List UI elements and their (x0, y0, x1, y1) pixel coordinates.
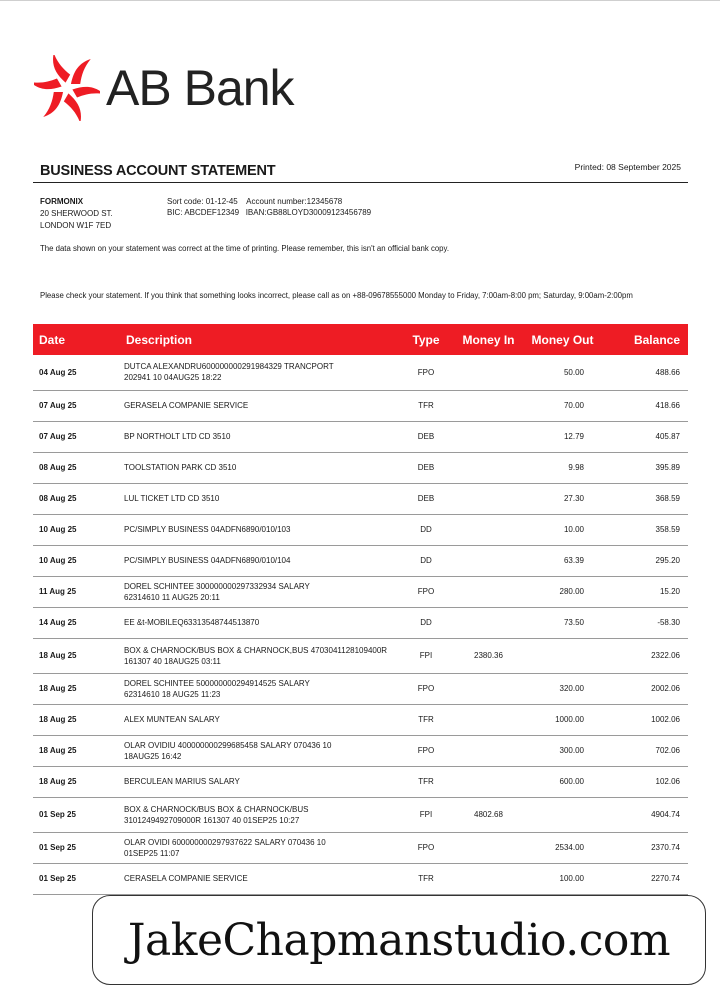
cell-money-out: 10.00 (524, 514, 601, 545)
cell-description (120, 704, 399, 735)
cell-money-in: 4802.68 (453, 797, 524, 832)
cell-balance: 102.06 (601, 766, 688, 797)
cell-money-in (453, 704, 524, 735)
cell-date: 18 Aug 25 (33, 735, 120, 766)
cell-balance: 702.06 (601, 735, 688, 766)
cell-type: FPI (399, 797, 453, 832)
description-line-1: DOREL SCHINTEE 300000000297332934 SALARY (124, 581, 310, 591)
cell-type: DEB (399, 452, 453, 483)
description-line-1: OLAR OVIDI 600000000297937622 SALARY 070436 10 (124, 837, 326, 847)
table-row (33, 576, 688, 607)
cell-date: 10 Aug 25 (33, 545, 120, 576)
cell-date: 08 Aug 25 (33, 483, 120, 514)
cell-money-out: 280.00 (524, 576, 601, 607)
printing-note: The data shown on your statement was correct at the time of printing. Please remember, this isn't an official bank copy. (40, 244, 450, 253)
table-row (33, 607, 688, 638)
description-line-1: BOX & CHARNOCK/BUS BOX & CHARNOCK,BUS 4703041128109400R (124, 645, 388, 655)
table-row (33, 673, 688, 704)
sort-code-account-number: Sort code: 01-12-45 Account number:12345678 (167, 197, 343, 206)
cell-balance: 4904.74 (601, 797, 688, 832)
cell-money-out: 73.50 (524, 607, 601, 638)
cell-type: DD (399, 545, 453, 576)
cell-money-in (453, 863, 524, 894)
cell-balance: -58.30 (601, 607, 688, 638)
description-line-1: BOX & CHARNOCK/BUS BOX & CHARNOCK/BUS (124, 804, 309, 814)
cell-balance: 2322.06 (601, 638, 688, 673)
cell-type: DD (399, 514, 453, 545)
cell-money-in (453, 832, 524, 863)
description-line-2: 161307 40 18AUG25 03:11 (124, 656, 221, 666)
cell-type: FPI (399, 638, 453, 673)
cell-date: 11 Aug 25 (33, 576, 120, 607)
cell-balance: 2002.06 (601, 673, 688, 704)
cell-date: 18 Aug 25 (33, 673, 120, 704)
cell-money-out (524, 797, 601, 832)
cell-balance: 395.89 (601, 452, 688, 483)
cell-balance: 2370.74 (601, 832, 688, 863)
description-line-1: BERCULEAN MARIUS SALARY (124, 777, 240, 786)
address-line-2: LONDON W1F 7ED (40, 221, 112, 230)
bank-logo (34, 55, 294, 121)
description-line-1: OLAR OVIDIU 400000000299685458 SALARY 070436 10 (124, 740, 332, 750)
description-line-1: LUL TICKET LTD CD 3510 (124, 494, 220, 503)
header-date: Date (33, 324, 120, 355)
description-line-2: 62314610 11 AUG25 20:11 (124, 592, 220, 602)
cell-money-in (453, 483, 524, 514)
description-line-2: 18AUG25 16:42 (124, 751, 182, 761)
cell-money-in (453, 576, 524, 607)
cell-type: DEB (399, 483, 453, 514)
cell-description (120, 421, 399, 452)
cell-description (120, 576, 399, 607)
cell-money-in (453, 673, 524, 704)
cell-date: 01 Sep 25 (33, 797, 120, 832)
header-description: Description (120, 324, 399, 355)
cell-type: TFR (399, 863, 453, 894)
header-money-in: Money In (453, 324, 524, 355)
transactions-body (33, 355, 688, 894)
cell-type: FPO (399, 355, 453, 390)
cell-description (120, 832, 399, 863)
description-line-1: CERASELA COMPANIE SERVICE (124, 874, 248, 883)
cell-date: 14 Aug 25 (33, 607, 120, 638)
transactions-table (33, 324, 688, 895)
cell-type: DD (399, 607, 453, 638)
cell-money-in (453, 545, 524, 576)
cell-type: FPO (399, 673, 453, 704)
bank-name: AB Bank (106, 60, 294, 116)
cell-description (120, 452, 399, 483)
cell-type: TFR (399, 766, 453, 797)
cell-money-in (453, 607, 524, 638)
table-row (33, 735, 688, 766)
cell-description (120, 863, 399, 894)
table-header-row (33, 324, 688, 355)
description-line-1: BP NORTHOLT LTD CD 3510 (124, 432, 231, 441)
cell-money-out: 50.00 (524, 355, 601, 390)
cell-balance: 368.59 (601, 483, 688, 514)
cell-description (120, 355, 399, 390)
cell-description (120, 390, 399, 421)
cell-type: DEB (399, 421, 453, 452)
description-line-1: GERASELA COMPANIE SERVICE (124, 401, 249, 410)
cell-date: 07 Aug 25 (33, 421, 120, 452)
table-row (33, 638, 688, 673)
table-row (33, 545, 688, 576)
cell-balance: 1002.06 (601, 704, 688, 735)
cell-date: 08 Aug 25 (33, 452, 120, 483)
cell-date: 18 Aug 25 (33, 766, 120, 797)
description-line-2: 01SEP25 11:07 (124, 848, 180, 858)
cell-money-in (453, 452, 524, 483)
cell-balance: 295.20 (601, 545, 688, 576)
pinwheel-logo-icon (34, 55, 100, 121)
cell-money-out: 27.30 (524, 483, 601, 514)
cell-money-out: 300.00 (524, 735, 601, 766)
cell-description (120, 545, 399, 576)
bic-iban: BIC: ABCDEF12349 IBAN:GB88LOYD30009123456789 (167, 208, 372, 217)
table-row (33, 863, 688, 894)
table-row (33, 483, 688, 514)
description-line-1: EE &t-MOBILEQ63313548744513870 (124, 618, 260, 627)
cell-money-in (453, 735, 524, 766)
cell-date: 18 Aug 25 (33, 704, 120, 735)
description-line-1: DOREL SCHINTEE 500000000294914525 SALARY (124, 678, 310, 688)
cell-balance: 2270.74 (601, 863, 688, 894)
header-balance: Balance (601, 324, 688, 355)
cell-money-out: 2534.00 (524, 832, 601, 863)
cell-money-out: 100.00 (524, 863, 601, 894)
address-line-1: 20 SHERWOOD ST. (40, 209, 113, 218)
cell-balance: 358.59 (601, 514, 688, 545)
cell-balance: 418.66 (601, 390, 688, 421)
cell-balance: 15.20 (601, 576, 688, 607)
contact-note: Please check your statement. If you think that something looks incorrect, please call as on +88-09678555000 Monday to Friday, 7:00am-8:00 pm; Saturday, 9:00am-2:00pm (40, 291, 633, 300)
table-row (33, 514, 688, 545)
cell-money-in (453, 355, 524, 390)
cell-money-out: 1000.00 (524, 704, 601, 735)
table-row (33, 832, 688, 863)
cell-date: 18 Aug 25 (33, 638, 120, 673)
header-type: Type (399, 324, 453, 355)
cell-money-out: 600.00 (524, 766, 601, 797)
cell-balance: 405.87 (601, 421, 688, 452)
cell-money-out: 12.79 (524, 421, 601, 452)
cell-type: TFR (399, 390, 453, 421)
account-details (167, 196, 371, 218)
cell-date: 07 Aug 25 (33, 390, 120, 421)
cell-money-out: 70.00 (524, 390, 601, 421)
description-line-2: 202941 10 04AUG25 18:22 (124, 373, 222, 383)
cell-type: FPO (399, 832, 453, 863)
cell-description (120, 766, 399, 797)
table-row (33, 452, 688, 483)
title-divider (33, 182, 688, 183)
customer-name: FORMONIX (40, 197, 84, 206)
cell-money-out: 320.00 (524, 673, 601, 704)
cell-type: TFR (399, 704, 453, 735)
table-row (33, 797, 688, 832)
cell-money-in (453, 390, 524, 421)
cell-money-out: 9.98 (524, 452, 601, 483)
cell-date: 04 Aug 25 (33, 355, 120, 390)
statement-title: BUSINESS ACCOUNT STATEMENT (40, 163, 276, 179)
printed-date: Printed: 08 September 2025 (574, 162, 681, 172)
cell-money-out (524, 638, 601, 673)
cell-description (120, 638, 399, 673)
cell-money-out: 63.39 (524, 545, 601, 576)
table-row (33, 390, 688, 421)
cell-type: FPO (399, 735, 453, 766)
cell-description (120, 673, 399, 704)
cell-money-in: 2380.36 (453, 638, 524, 673)
top-border (0, 0, 720, 1)
header-money-out: Money Out (524, 324, 601, 355)
cell-description (120, 797, 399, 832)
description-line-1: PC/SIMPLY BUSINESS 04ADFN6890/010/104 (124, 556, 291, 565)
description-line-1: PC/SIMPLY BUSINESS 04ADFN6890/010/103 (124, 525, 291, 534)
cell-description (120, 483, 399, 514)
customer-address (40, 196, 113, 232)
description-line-2: 3101249492709000R 161307 40 01SEP25 10:27 (124, 815, 300, 825)
cell-money-in (453, 421, 524, 452)
description-line-1: ALEX MUNTEAN SALARY (124, 715, 220, 724)
cell-type: FPO (399, 576, 453, 607)
cell-description (120, 514, 399, 545)
watermark-banner (92, 895, 706, 985)
cell-date: 01 Sep 25 (33, 832, 120, 863)
cell-balance: 488.66 (601, 355, 688, 390)
table-row (33, 766, 688, 797)
description-line-1: DUTCA ALEXANDRU600000000291984329 TRANCPORT (124, 362, 334, 372)
description-line-1: TOOLSTATION PARK CD 3510 (124, 463, 237, 472)
watermark-text: JakeChapmanstudio.com (127, 914, 671, 966)
cell-description (120, 607, 399, 638)
cell-money-in (453, 766, 524, 797)
cell-money-in (453, 514, 524, 545)
cell-date: 01 Sep 25 (33, 863, 120, 894)
table-row (33, 421, 688, 452)
table-row (33, 704, 688, 735)
description-line-2: 62314610 18 AUG25 11:23 (124, 689, 221, 699)
table-row (33, 355, 688, 390)
cell-date: 10 Aug 25 (33, 514, 120, 545)
cell-description (120, 735, 399, 766)
